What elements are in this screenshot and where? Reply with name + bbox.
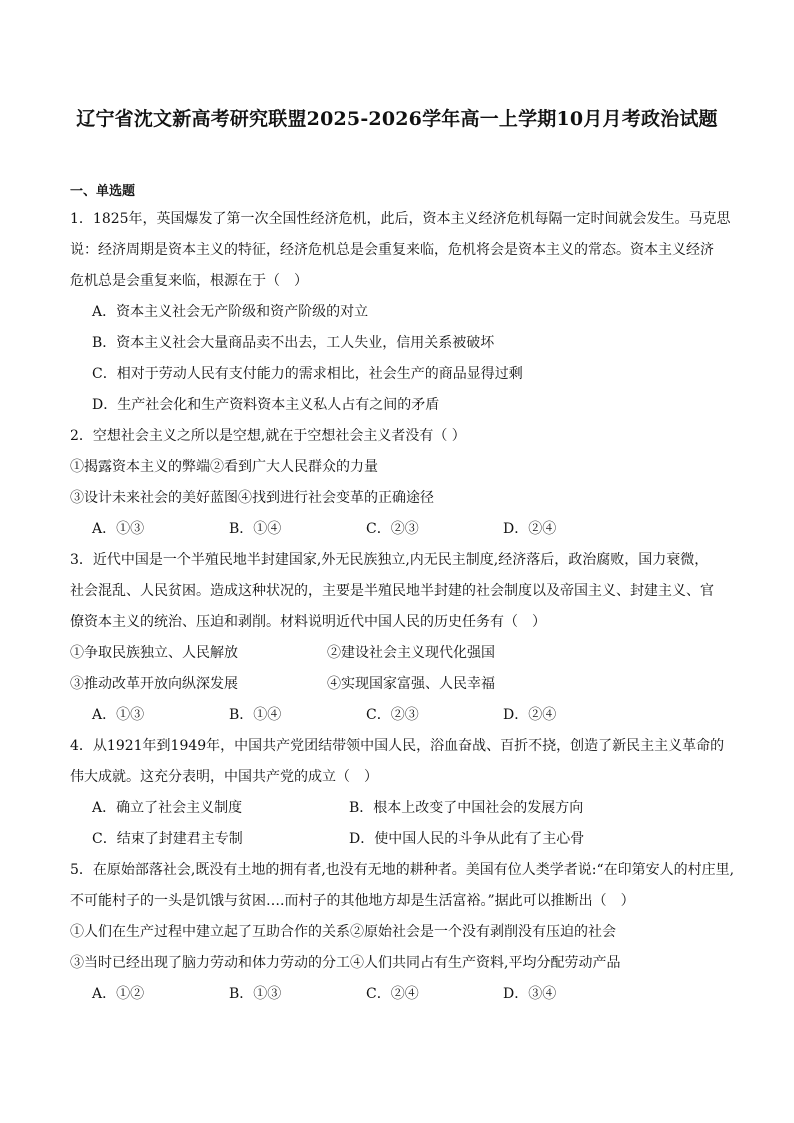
question-1: [70, 204, 730, 421]
option-d: D．②④: [503, 521, 557, 537]
option-a: A．①②: [92, 986, 145, 1002]
statement-1: ①争取民族独立、人民解放: [70, 645, 238, 661]
question-4: [70, 731, 730, 855]
option-row: [70, 979, 730, 1010]
question-2: [70, 421, 730, 545]
question-stem-line: 说：经济周期是资本主义的特征，经济危机总是会重复来临，危机将会是资本主义的常态。资本主义经济: [70, 242, 714, 258]
section-heading: 一、单选题: [70, 184, 136, 199]
question-stem-line: 3．近代中国是一个半殖民地半封建国家,外无民族独立,内无民主制度,经济落后，政治腐败，国力衰微，: [70, 552, 709, 568]
statement-2: ②建设社会主义现代化强国: [327, 645, 495, 661]
option-b: B．①④: [229, 521, 282, 537]
statement-row: [70, 638, 730, 669]
option-d: D．③④: [503, 986, 557, 1002]
statement-4: ④实现国家富强、人民幸福: [327, 676, 495, 692]
option-d: D．生产社会化和生产资料资本主义私人占有之间的矛盾: [92, 397, 440, 413]
option-b: B．①④: [229, 707, 282, 723]
option-c: C．②③: [366, 707, 419, 723]
option-c: C．②④: [366, 986, 419, 1002]
option-b: B．根本上改变了中国社会的发展方向: [349, 800, 584, 816]
question-5: [70, 855, 735, 1010]
option-b: B．资本主义社会大量商品卖不出去，工人失业，信用关系被破坏: [92, 335, 495, 351]
option-a: A．①③: [92, 521, 145, 537]
option-c: C．相对于劳动人民有支付能力的需求相比，社会生产的商品显得过剩: [92, 366, 523, 382]
statement-line: ①人们在生产过程中建立起了互助合作的关系②原始社会是一个没有剥削没有压迫的社会: [70, 924, 616, 940]
question-list: [70, 204, 735, 1010]
statement-line: ③当时已经出现了脑力劳动和体力劳动的分工④人们共同占有生产资料,平均分配劳动产品: [70, 955, 621, 971]
question-stem-line: 5．在原始部落社会,既没有土地的拥有者,也没有无地的耕种者。美国有位人类学者说:“在印第安人的村庄里,: [70, 862, 735, 878]
question-stem-line: 僚资本主义的统治、压迫和剥削。材料说明近代中国人民的历史任务有（ ）: [70, 614, 546, 630]
option-c: C．结束了封建君主专制: [92, 831, 243, 847]
statement-line: ③设计未来社会的美好蓝图④找到进行社会变革的正确途径: [70, 490, 434, 506]
option-row: [70, 824, 730, 855]
option-row: [70, 514, 730, 545]
statement-line: ①揭露资本主义的弊端②看到广大人民群众的力量: [70, 459, 378, 475]
question-stem-line: 2．空想社会主义之所以是空想,就在于空想社会主义者没有（ ）: [70, 428, 466, 444]
document-title: 辽宁省沈文新高考研究联盟2025-2026学年高一上学期10月月考政治试题: [76, 108, 718, 130]
option-a: A．确立了社会主义制度: [92, 800, 243, 816]
option-b: B．①③: [229, 986, 282, 1002]
question-stem-line: 危机总是会重复来临，根源在于（ ）: [70, 273, 308, 289]
option-a: A．资本主义社会无产阶级和资产阶级的对立: [92, 304, 369, 320]
question-stem-line: 社会混乱、人民贫困。造成这种状况的，主要是半殖民地半封建的社会制度以及帝国主义、封建主义、官: [70, 583, 714, 599]
option-a: A．①③: [92, 707, 145, 723]
option-row: [70, 700, 730, 731]
question-stem-line: 伟大成就。这充分表明，中国共产党的成立（ ）: [70, 769, 378, 785]
statement-3: ③推动改革开放向纵深发展: [70, 676, 238, 692]
option-c: C．②③: [366, 521, 419, 537]
question-stem-line: 1．1825年，英国爆发了第一次全国性经济危机，此后，资本主义经济危机每隔一定时间就会发生。马克思: [70, 211, 731, 227]
option-d: D．②④: [503, 707, 557, 723]
question-stem-line: 4．从1921年到1949年，中国共产党团结带领中国人民，浴血奋战、百折不挠，创造了新民主主义革命的: [70, 738, 725, 754]
option-row: [70, 793, 730, 824]
question-stem-line: 不可能村子的一头是饥饿与贫困….而村子的其他地方却是生活富裕。”据此可以推断出（ ）: [70, 893, 635, 909]
question-3: [70, 545, 730, 731]
statement-row: [70, 669, 730, 700]
option-d: D．使中国人民的斗争从此有了主心骨: [349, 831, 585, 847]
